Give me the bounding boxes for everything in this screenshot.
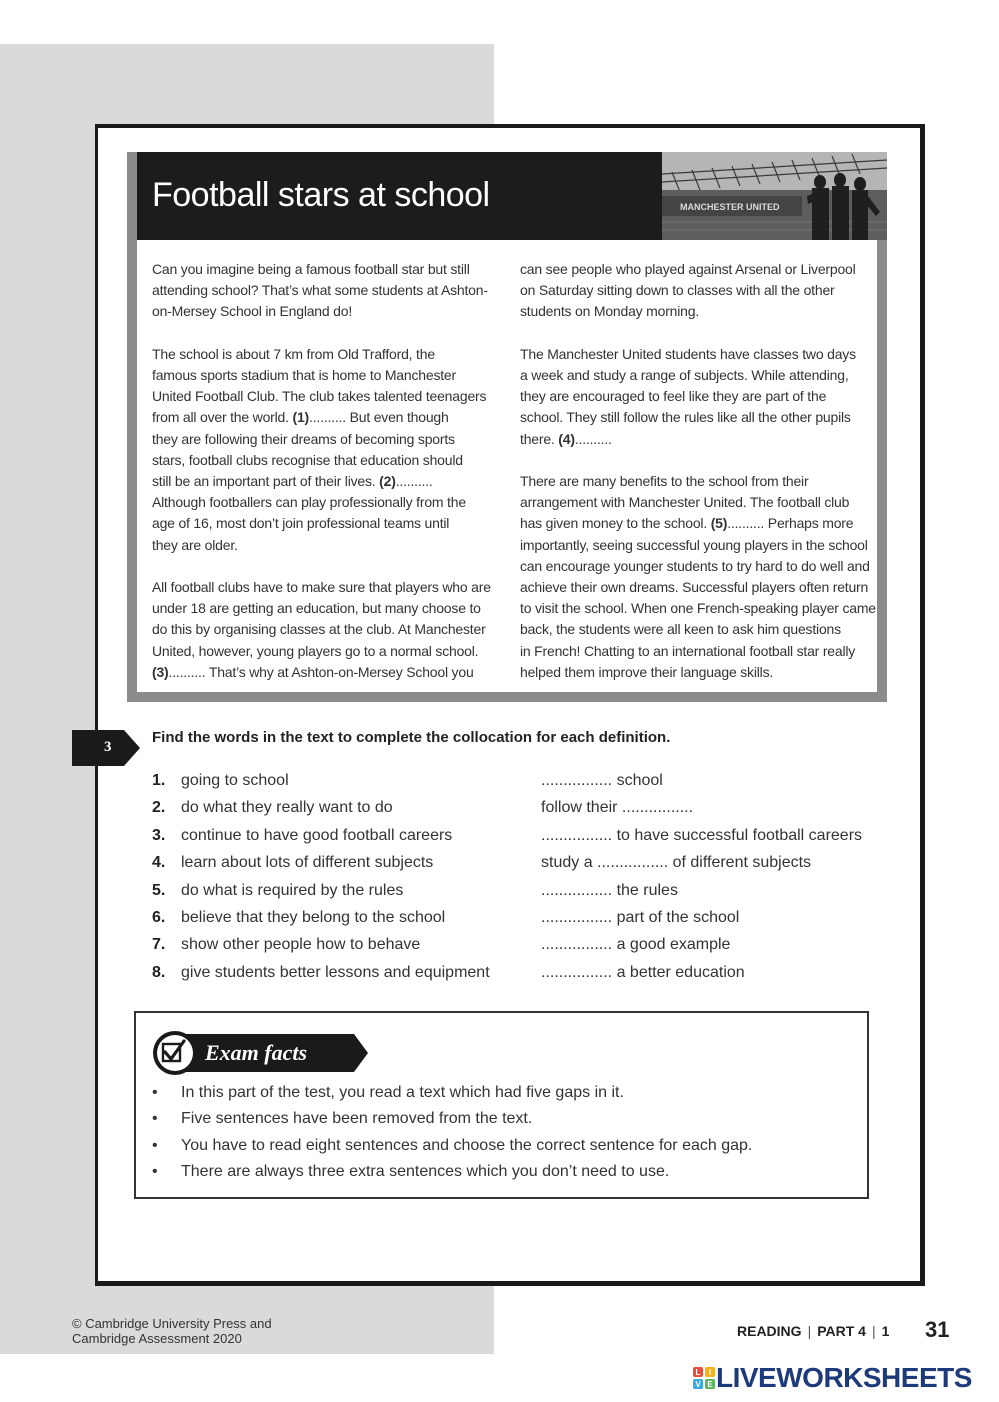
item-collocation: ................ to have successful football careers (541, 826, 863, 844)
item-definition: continue to have good football careers (181, 826, 453, 844)
exam-fact-item (152, 1084, 852, 1110)
exam-fact-text: You have to read eight sentences and choose the correct sentence for each gap. (181, 1136, 753, 1154)
article-line: attending school? That’s what some students at Ashton- (152, 282, 488, 299)
exam-fact-item (152, 1110, 852, 1136)
bullet-icon: • (152, 1163, 158, 1181)
exam-fact-text: Five sentences have been removed from the text. (181, 1110, 533, 1128)
article-line: (3).......... That’s why at Ashton-on-Mersey School you (152, 663, 474, 680)
svg-text:E: E (707, 1380, 713, 1389)
article-line: importantly, seeing successful young players in the school (520, 536, 868, 553)
article-line: Although footballers can play professionally from the (152, 494, 466, 511)
item-definition: do what is required by the rules (181, 881, 404, 899)
item-collocation: ................ part of the school (541, 908, 740, 926)
bullet-icon: • (152, 1136, 158, 1154)
article-line: there. (4).......... (520, 430, 612, 447)
exercise-item (152, 799, 872, 826)
article-line: from all over the world. (1).......... But even though (152, 409, 449, 426)
exam-facts-title: Exam facts (205, 1040, 308, 1065)
footer-separator: | (807, 1323, 812, 1339)
exam-fact-item (152, 1163, 852, 1189)
exercise-item (152, 854, 872, 881)
article-line: stars, football clubs recognise that education should (152, 451, 463, 468)
item-collocation: ................ school (541, 772, 663, 789)
article-line: has given money to the school. (5).......... Perhaps more (520, 515, 854, 532)
item-definition: believe that they belong to the school (181, 908, 446, 926)
article-line: they are following their dreams of becoming sports (152, 430, 455, 447)
title-bar (137, 152, 877, 240)
exercise-item (152, 964, 872, 991)
item-definition: show other people how to behave (181, 936, 421, 954)
article-line: United, however, young players go to a normal school. (152, 642, 479, 659)
item-definition: going to school (181, 772, 289, 789)
bullet-icon: • (152, 1110, 158, 1128)
exercise-item (152, 909, 872, 936)
article-line: achieve their own dreams. Successful players often return (520, 579, 869, 596)
item-number: 8. (152, 963, 166, 981)
exam-facts-list (152, 1084, 852, 1190)
item-collocation: ................ a good example (541, 936, 731, 954)
exam-fact-item (152, 1137, 852, 1163)
article-line: school. They still follow the rules like all the other pupils (520, 409, 851, 426)
article-line: still be an important part of their lives. (2).......... (152, 473, 433, 490)
gap-marker: (5) (710, 515, 728, 532)
item-definition: give students better lessons and equipment (181, 963, 490, 981)
gap-marker: (2) (379, 473, 396, 490)
gap-marker: (1) (292, 409, 310, 426)
article-line: can see people who played against Arsenal or Liverpool (520, 261, 856, 277)
item-number: 4. (152, 854, 166, 872)
svg-text:L: L (695, 1368, 701, 1377)
article-column-left (152, 259, 504, 704)
gap-marker: (3) (152, 663, 169, 680)
article-line: a week and study a range of subjects. While attending, (520, 367, 849, 383)
page-number: 31 (925, 1317, 950, 1342)
article-paragraph (152, 344, 504, 556)
item-number: 3. (152, 826, 166, 844)
article-line: can encourage younger students to try hard to do well and (520, 557, 870, 574)
article-line: to visit the school. When one French-speaking player came (520, 600, 876, 617)
copyright-line-1: © Cambridge University Press and (72, 1316, 272, 1331)
article-line: in French! Chatting to an international football star really (520, 642, 856, 659)
article-line: age of 16, most don’t join professional teams until (152, 515, 450, 532)
article-line: helped them improve their language skills. (520, 663, 774, 680)
footer-section-label (737, 1323, 889, 1339)
item-number: 5. (152, 881, 166, 899)
footer-separator: | (871, 1323, 876, 1339)
article-body (137, 152, 877, 692)
exercise-item (152, 772, 872, 799)
article-column-right (520, 259, 876, 704)
item-number: 1. (152, 772, 166, 789)
exercise-item (152, 827, 872, 854)
item-collocation: ................ the rules (541, 881, 678, 899)
article-line: back, the students were all keen to ask him questions (520, 621, 841, 638)
item-collocation: study a ................ of different subjects (541, 854, 812, 872)
article-line: on-Mersey School in England do! (152, 303, 353, 320)
article-line: Can you imagine being a famous football star but still (152, 261, 470, 277)
liveworksheets-logo-text: LIVEWORKSHEETS (716, 1362, 972, 1393)
article-paragraph (520, 259, 872, 323)
exercise-items (152, 772, 872, 991)
footer-sub: 1 (881, 1323, 890, 1339)
exam-fact-text: There are always three extra sentences which you don’t need to use. (181, 1163, 670, 1181)
stadium-sign-text: MANCHESTER UNITED (680, 202, 780, 212)
copyright (72, 1316, 272, 1346)
item-number: 6. (152, 908, 166, 926)
item-definition: learn about lots of different subjects (181, 854, 434, 872)
exercise-item (152, 936, 872, 963)
item-number: 2. (152, 799, 166, 817)
exam-fact-text: In this part of the test, you read a text which had five gaps in it. (181, 1084, 624, 1101)
article-line: All football clubs have to make sure that players who are (152, 579, 491, 596)
article-line: The Manchester United students have classes two days (520, 345, 856, 362)
article-paragraph (152, 577, 504, 683)
stadium-photo (662, 152, 887, 240)
exercise-instruction: Find the words in the text to complete the collocation for each definition. (152, 729, 671, 746)
footer-part: PART 4 (817, 1323, 866, 1339)
exercise-item (152, 882, 872, 909)
article-line: on Saturday sitting down to classes with all the other (520, 282, 835, 299)
copyright-line-2: Cambridge Assessment 2020 (72, 1331, 242, 1346)
liveworksheets-logo-icon (692, 1366, 716, 1390)
article-line: students on Monday morning. (520, 303, 700, 320)
article-line: The school is about 7 km from Old Trafford, the (152, 345, 435, 362)
article-panel (127, 152, 887, 702)
article-paragraph (152, 259, 504, 323)
item-collocation: ................ a better education (541, 963, 745, 981)
svg-text:I: I (708, 1368, 712, 1377)
bullet-icon: • (152, 1084, 158, 1101)
item-number: 7. (152, 936, 166, 954)
article-line: There are many benefits to the school from their (520, 473, 809, 489)
svg-text:V: V (695, 1380, 701, 1389)
article-line: United Football Club. The club takes talented teenagers (152, 388, 487, 405)
article-title: Football stars at school (152, 176, 490, 214)
exercise-number: 3 (104, 739, 112, 755)
article-line: arrangement with Manchester United. The football club (520, 494, 850, 511)
footer-section: READING (737, 1323, 802, 1339)
article-line: do this by organising classes at the club. At Manchester (152, 621, 486, 638)
article-line: they are encouraged to feel like they are part of the (520, 388, 827, 405)
article-paragraph (520, 344, 872, 450)
article-paragraph (520, 471, 876, 683)
item-collocation: follow their ................ (541, 799, 694, 817)
item-definition: do what they really want to do (181, 799, 393, 817)
gap-marker: (4) (558, 430, 575, 447)
article-line: under 18 are getting an education, but many choose to (152, 600, 481, 617)
article-line: they are older. (152, 536, 238, 553)
article-line: famous sports stadium that is home to Manchester (152, 367, 456, 383)
